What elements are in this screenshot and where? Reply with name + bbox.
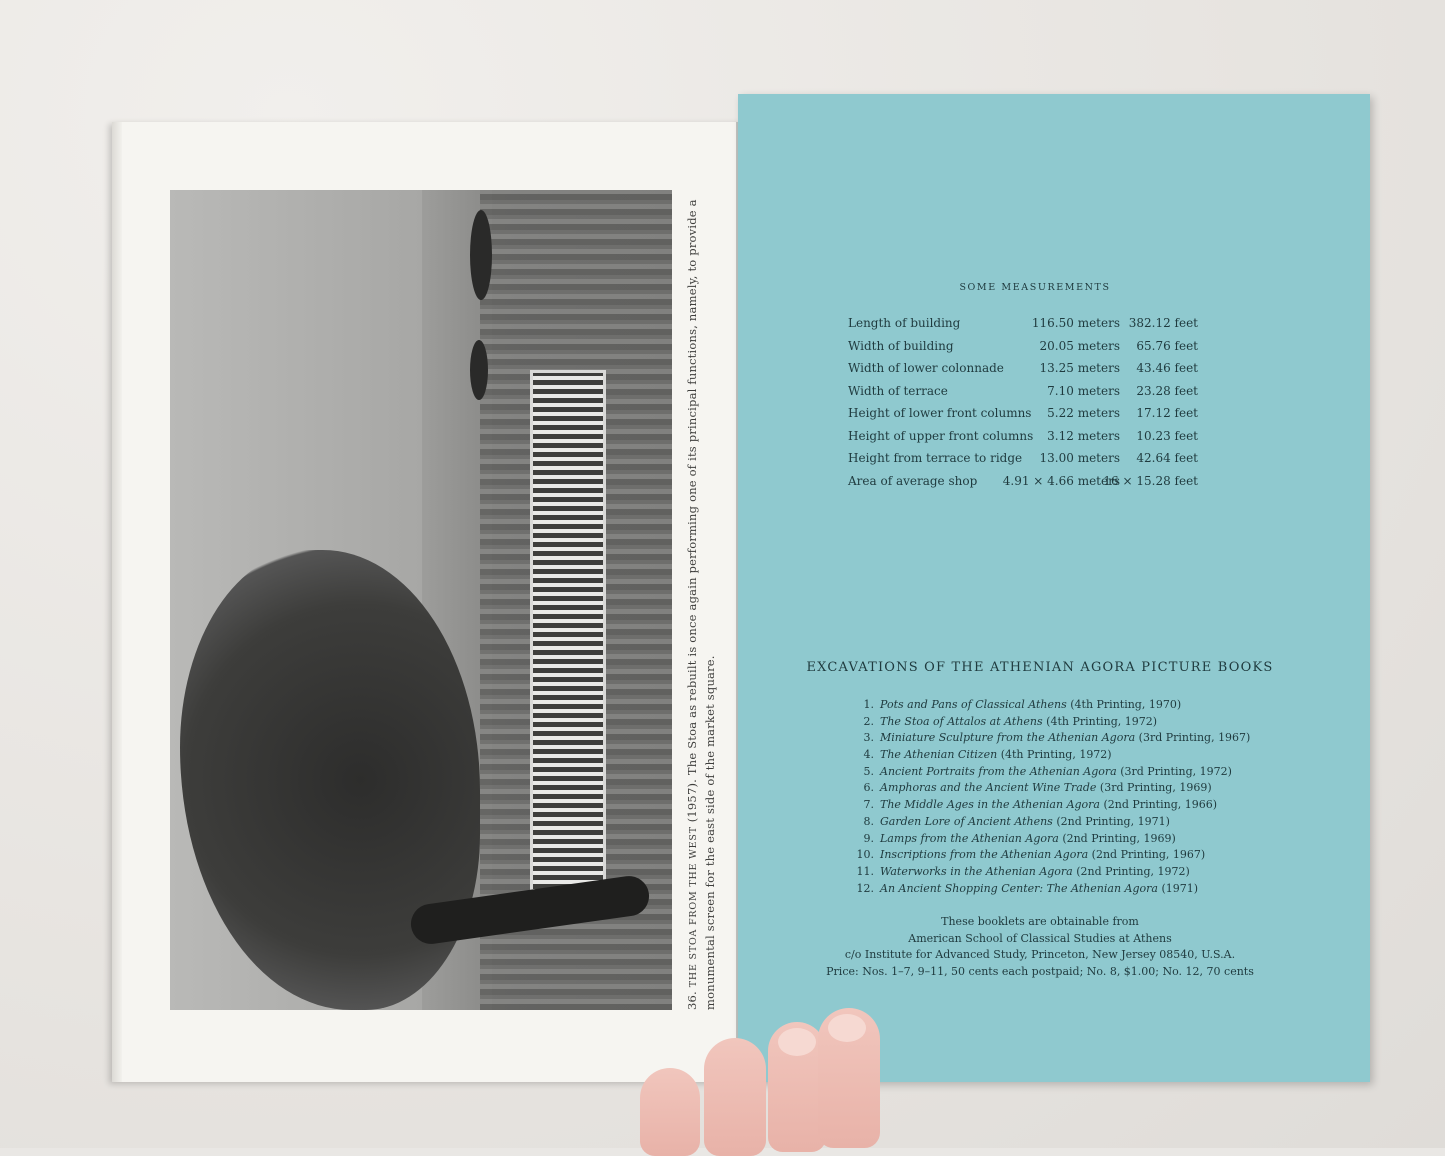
- list-item: 8. Garden Lore of Ancient Athens (2nd Printing, 1971): [863, 814, 1170, 828]
- caption-text: The Stoa as rebuilt is once again performing one of its principal functions, namely, to provide a monumental screen for the east side of the market square.: [685, 199, 717, 1010]
- photo-stoa-building: [530, 370, 606, 896]
- list-item: 1. Pots and Pans of Classical Athens (4th Printing, 1970): [863, 698, 1182, 711]
- caption-year: (1957).: [685, 779, 699, 823]
- fingernail: [828, 1014, 866, 1042]
- measurement-row: Length of building 116.50 meters 382.12 feet: [848, 316, 1198, 330]
- list-item: 7. The Middle Ages in the Athenian Agora (2nd Printing, 1966): [863, 798, 1218, 812]
- stoa-photograph: [170, 190, 672, 1010]
- finger: [704, 1038, 766, 1156]
- caption-title: THE STOA FROM THE WEST: [688, 826, 699, 988]
- list-item: 10. Inscriptions from the Athenian Agora (2nd Printing, 1967): [856, 848, 1206, 862]
- availability-line: These booklets are obtainable from: [941, 915, 1139, 928]
- list-item: 6. Amphoras and the Ancient Wine Trade (3rd Printing, 1969): [863, 781, 1212, 795]
- measurement-row: Height of lower front columns 5.22 meters 17.12 feet: [848, 406, 1198, 420]
- measurement-row: Height of upper front columns 3.12 meters 10.23 feet: [848, 428, 1198, 443]
- measurement-row: Height from terrace to ridge 13.00 meters 42.64 feet: [848, 451, 1198, 465]
- availability-line: American School of Classical Studies at Athens: [908, 931, 1172, 945]
- picture-books-title: EXCAVATIONS OF THE ATHENIAN AGORA PICTURE BOOKS: [806, 660, 1274, 675]
- finger: [818, 1008, 880, 1148]
- measurement-row: Width of lower colonnade 13.25 meters 43.46 feet: [848, 361, 1198, 375]
- thumb: [640, 1068, 700, 1156]
- caption-number: 36.: [685, 991, 699, 1010]
- photo-cypress: [470, 340, 488, 400]
- picture-books-list: [846, 698, 1266, 898]
- measurements-table: [848, 316, 1228, 496]
- availability-line: Price: Nos. 1–7, 9–11, 50 cents each postpaid; No. 8, $1.00; No. 12, 70 cents: [826, 964, 1254, 978]
- availability-note: [790, 914, 1290, 980]
- hand: [620, 1008, 900, 1148]
- measurement-row: Area of average shop 4.91 × 4.66 meters 16 × 15.28 feet: [848, 473, 1198, 488]
- list-item: 11. Waterworks in the Athenian Agora (2nd Printing, 1972): [856, 864, 1190, 878]
- list-item: 5. Ancient Portraits from the Athenian Agora (3rd Printing, 1972): [863, 764, 1232, 778]
- list-item: 9. Lamps from the Athenian Agora (2nd Printing, 1969): [863, 831, 1176, 845]
- measurement-row: Width of terrace 7.10 meters 23.28 feet: [848, 383, 1198, 398]
- list-item: 4. The Athenian Citizen (4th Printing, 1972): [863, 748, 1112, 762]
- measurement-row: Width of building 20.05 meters 65.76 feet: [848, 338, 1198, 353]
- left-page-edge: [112, 122, 122, 1082]
- measurements-title: SOME MEASUREMENTS: [959, 282, 1111, 293]
- photo-caption: [684, 190, 719, 1010]
- photo-cypress: [470, 210, 492, 300]
- list-item: 12. An Ancient Shopping Center: The Athenian Agora (1971): [856, 881, 1199, 895]
- list-item: 2. The Stoa of Attalos at Athens (4th Printing, 1972): [863, 714, 1158, 728]
- list-item: 3. Miniature Sculpture from the Athenian Agora (3rd Printing, 1967): [863, 731, 1251, 745]
- availability-line: c/o Institute for Advanced Study, Princeton, New Jersey 08540, U.S.A.: [844, 948, 1236, 961]
- fingernail: [778, 1028, 816, 1056]
